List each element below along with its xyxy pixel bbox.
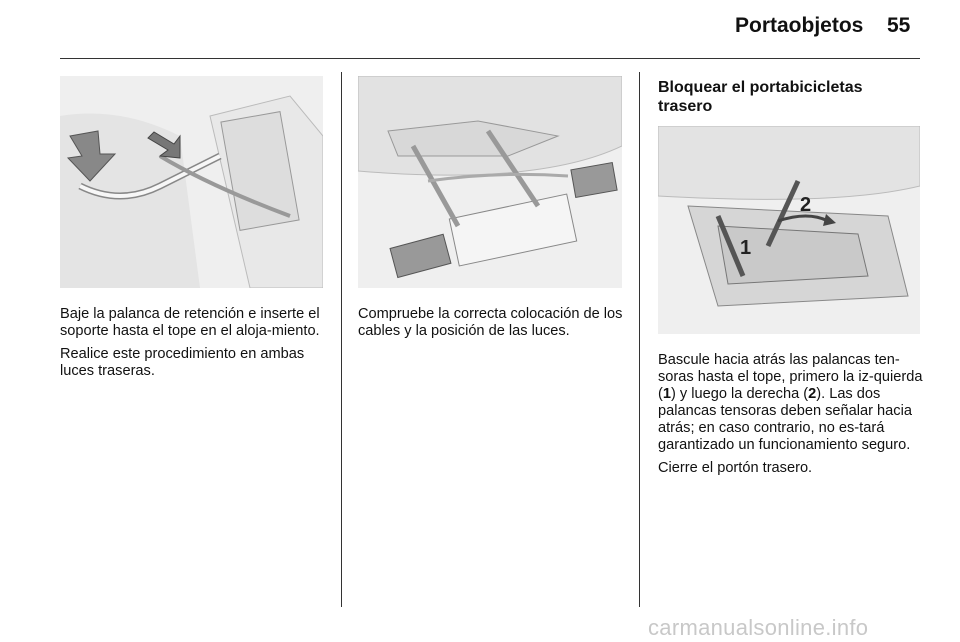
section-heading: Bloquear el portabicicletas trasero bbox=[658, 79, 863, 115]
watermark: carmanualsonline.info bbox=[648, 615, 869, 640]
col3-paragraph-1: Bascule hacia atrás las palancas ten-soras hasta el tope, primero la iz-quierda (1) y luego la derecha (2). Las dos palancas tensoras deben señalar hacia atrás; en caso contrario, no es-tará garantizado un funcionamiento seguro. bbox=[658, 352, 923, 453]
col2-paragraph-1: Compruebe la correcta colocación de los cables y la posición de las luces. bbox=[358, 306, 623, 339]
figure-label-2: 2 bbox=[800, 194, 812, 216]
col3-paragraph-2: Cierre el portón trasero. bbox=[658, 460, 813, 476]
col3-text bbox=[658, 352, 928, 483]
figure-label-1: 1 bbox=[740, 237, 752, 259]
col1-text bbox=[60, 306, 330, 386]
page-number: 55 bbox=[887, 14, 911, 37]
col1-paragraph-1: Baje la palanca de retención e inserte el soporte hasta el tope en el aloja-miento. bbox=[60, 306, 320, 339]
col1-paragraph-2: Realice este procedimiento en ambas luces traseras. bbox=[60, 346, 305, 379]
column-divider bbox=[639, 72, 640, 607]
figure-tension-levers bbox=[658, 126, 920, 334]
ref-number-2: 2 bbox=[808, 386, 817, 402]
page-title: Portaobjetos bbox=[735, 14, 864, 37]
col2-text bbox=[358, 306, 633, 346]
figure-latch-insertion bbox=[60, 76, 323, 288]
ref-number-1: 1 bbox=[662, 386, 671, 402]
column-divider bbox=[341, 72, 342, 607]
figure-cable-check bbox=[358, 76, 622, 288]
header-divider bbox=[60, 58, 920, 59]
